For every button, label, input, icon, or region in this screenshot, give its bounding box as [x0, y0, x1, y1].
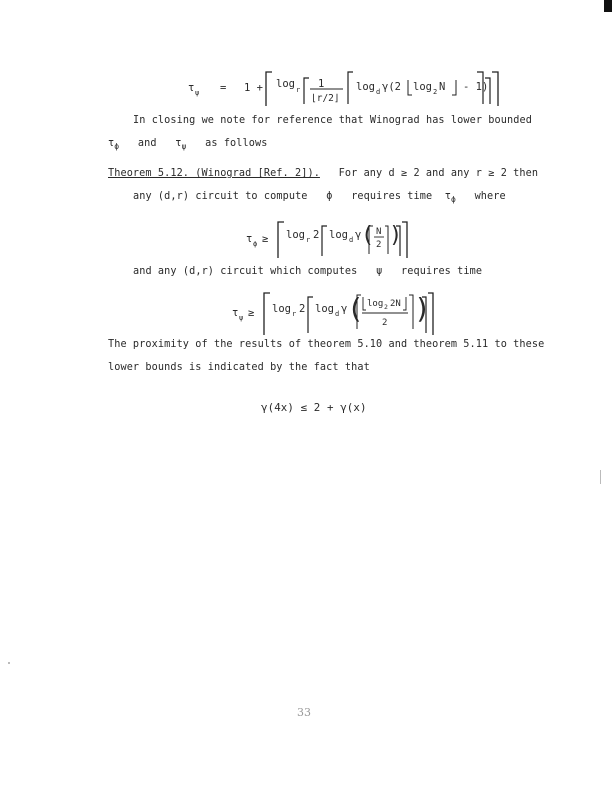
eq-log: log [272, 303, 291, 315]
paragraph-line [108, 138, 267, 151]
theorem-line [133, 191, 506, 204]
eq-paren: ( [347, 292, 364, 325]
eq-subscript: ϕ [253, 240, 258, 248]
eq-term: - 1) [463, 81, 489, 93]
eq-subscript: r [296, 86, 301, 94]
eq-numerator: 1 [318, 78, 325, 90]
eq-log: log [286, 229, 305, 241]
eq-equals: = [220, 82, 227, 94]
eq-subscript: r [292, 310, 297, 318]
paragraph-line [133, 266, 482, 277]
page-number: 33 [297, 706, 311, 719]
theorem-text: any (d,r) circuit to compute [133, 191, 308, 202]
eq-symbol: τ [232, 307, 239, 319]
theorem-label: Theorem 5.12. (Winograd [Ref. 2]). [108, 168, 320, 179]
paragraph-line: lower bounds is indicated by the fact that [108, 362, 370, 373]
subscript-phi: ϕ [114, 142, 120, 152]
eq-subscript: d [349, 236, 354, 244]
eq-gamma: γ [341, 303, 348, 315]
eq-gamma: γ [355, 229, 362, 241]
symbol-tau: τ [175, 138, 182, 149]
eq-denominator: 2 [376, 240, 382, 250]
eq-var: 2N [390, 299, 401, 309]
eq-log: log [276, 78, 295, 90]
scan-speck [600, 470, 601, 484]
equation-tau-phi [240, 214, 410, 262]
symbol-phi: ϕ [326, 191, 333, 202]
eq-subscript: r [306, 236, 311, 244]
eq-symbol: τ [188, 82, 195, 94]
eq-paren: ( [361, 223, 375, 248]
subscript-psi: ψ [181, 142, 187, 152]
scan-corner-mark [604, 0, 612, 12]
eq-log: log [413, 81, 432, 93]
paragraph-line: In closing we note for reference that Winograd has lower bounded [133, 115, 532, 126]
eq-subscript: 2 [433, 88, 438, 96]
equation-tau-psi-upper [180, 58, 500, 110]
subscript-phi: ϕ [450, 195, 456, 205]
eq-var: N [439, 81, 446, 93]
eq-geq: ≥ [248, 307, 255, 319]
eq-gamma: γ(2 [382, 81, 401, 93]
theorem-line [108, 168, 538, 179]
eq-term: 1 + [244, 82, 263, 94]
symbol-tau: τ [108, 138, 115, 149]
equation-gamma: γ(4x) ≤ 2 + γ(x) [261, 401, 367, 414]
symbol-tau: τ [444, 191, 451, 202]
equation-tau-psi-lower [226, 285, 436, 339]
eq-subscript: ψ [195, 89, 200, 97]
eq-log: log [356, 81, 375, 93]
eq-log: log [329, 229, 348, 241]
eq-denominator: 2 [382, 318, 388, 328]
eq-numerator: N [376, 227, 382, 237]
paragraph-line: The proximity of the results of theorem 5.10 and theorem 5.11 to these [108, 339, 545, 350]
text: requires time [401, 266, 483, 277]
text: and any (d,r) circuit which computes [133, 266, 358, 277]
eq-subscript: d [335, 310, 340, 318]
eq-geq: ≥ [262, 233, 269, 245]
eq-number: 2 [313, 229, 320, 241]
eq-log: log [315, 303, 334, 315]
eq-paren: ) [389, 223, 403, 248]
word: and [137, 138, 157, 149]
eq-paren: ) [414, 292, 431, 325]
theorem-condition: For any d ≥ 2 and any r ≥ 2 then [338, 168, 539, 179]
eq-subscript: 2 [384, 303, 388, 311]
eq-symbol: τ [246, 233, 253, 245]
symbol-psi: ψ [376, 266, 383, 277]
theorem-text: requires time [351, 191, 433, 202]
word: as follows [205, 138, 268, 149]
theorem-text: where [474, 191, 506, 202]
eq-number: 2 [299, 303, 306, 315]
scan-speck [8, 662, 10, 664]
eq-log: log [367, 299, 384, 309]
eq-subscript: d [376, 88, 381, 96]
eq-denominator: ⌊r/2⌋ [311, 93, 340, 104]
eq-subscript: ψ [239, 314, 244, 322]
